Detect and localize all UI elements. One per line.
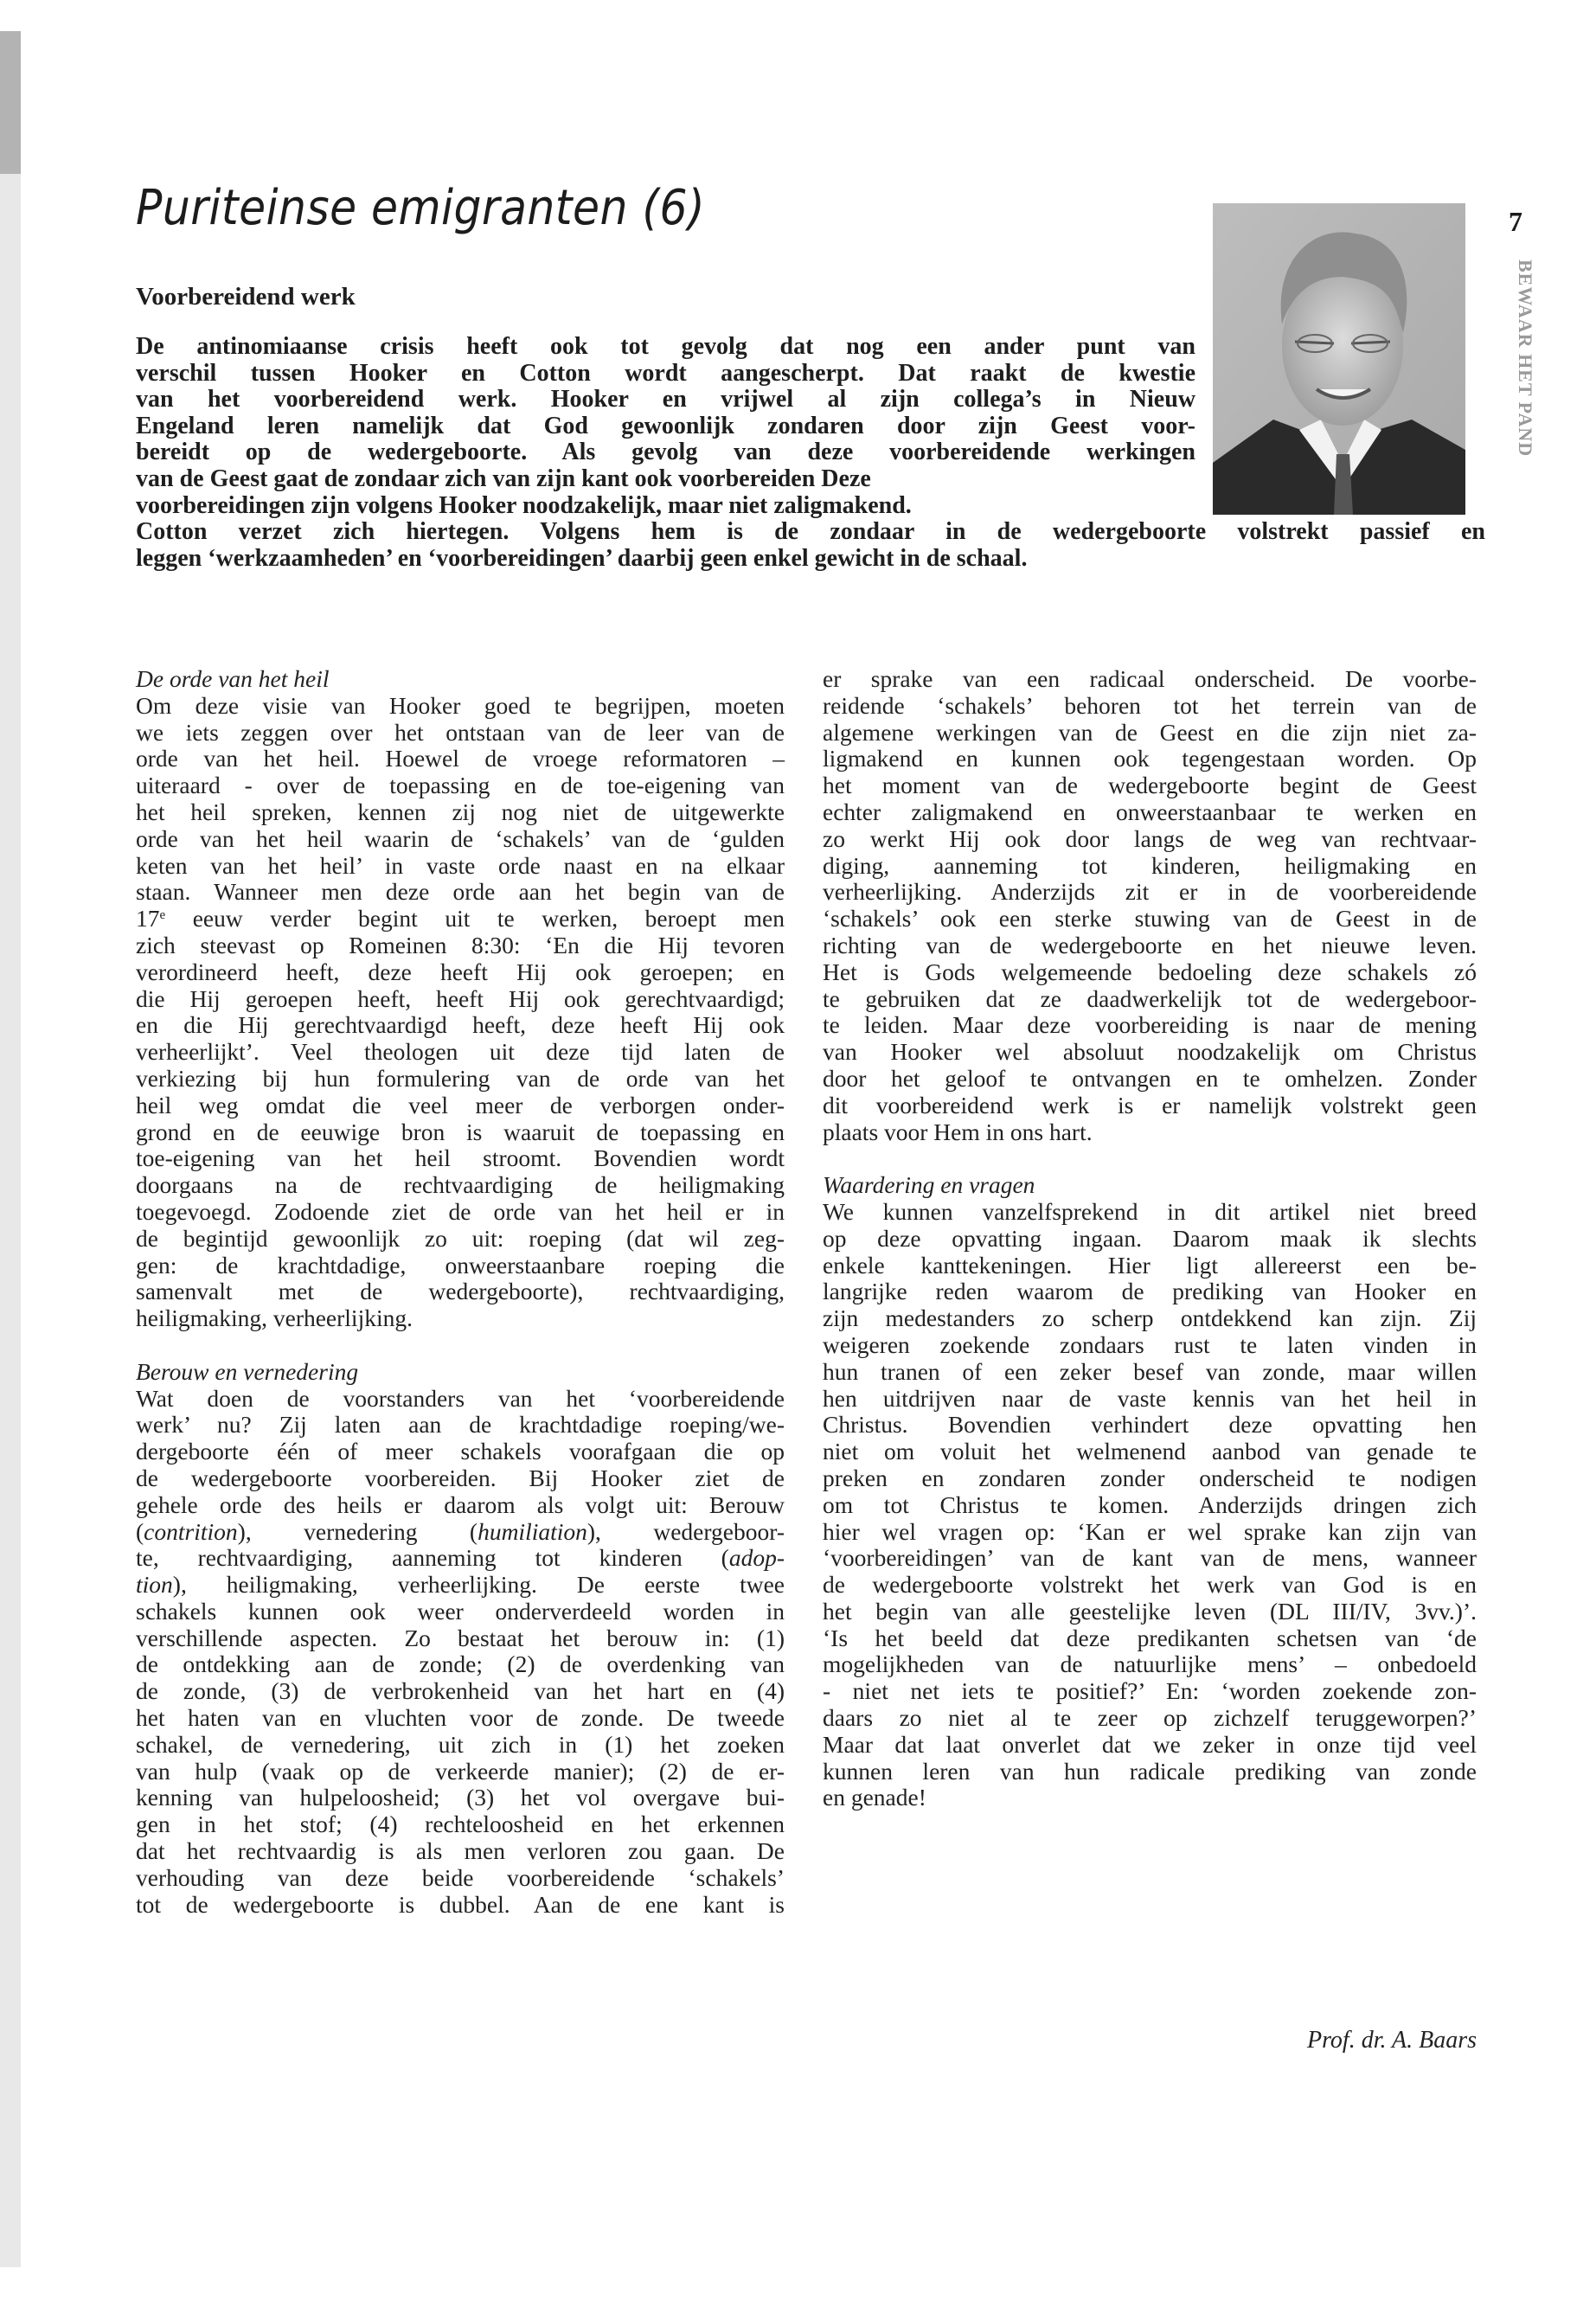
text-line: dat het rechtvaardig is als men verloren zou gaan. De <box>136 1837 785 1865</box>
text-line: echter zaligmakend en onweerstaanbaar te werken en <box>823 798 1477 825</box>
page-number: 7 <box>1509 206 1522 237</box>
text-line: plaats voor Hem in ons hart. <box>823 1118 1093 1145</box>
section-body-continued <box>823 666 1477 1145</box>
text-line: We kunnen vanzelfsprekend in dit artikel niet breed <box>823 1197 1477 1225</box>
intro-line: leggen ‘werkzaamheden’ en ‘voorbereidingen’ daarbij geen enkel gewicht in de schaal. <box>136 544 1028 572</box>
left-column <box>136 666 785 1918</box>
text-line: om tot Christus te komen. Anderzijds dringen zich <box>823 1490 1477 1518</box>
text-line: ‘voorbereidingen’ van de kant van de mens, wanneer <box>823 1544 1477 1572</box>
section-body-waardering <box>823 1199 1477 1811</box>
author-photo <box>1213 203 1465 515</box>
text-line: zich steevast op Romeinen 8:30: ‘En die Hij tevoren <box>136 931 785 958</box>
text-line: orde van het heil waarin de ‘schakels’ van de ‘gulden <box>136 824 785 852</box>
text-line: gehele orde des heils er daarom als volgt uit: Berouw <box>136 1490 785 1518</box>
text-line: orde van het heil. Hoewel de vroege reformatoren – <box>136 745 785 772</box>
text-line: mogelijkheden van de natuurlijke mens’ – onbedoeld <box>823 1650 1477 1678</box>
text-line: toegevoegd. Zodoende ziet de orde van het heil er in <box>136 1197 785 1225</box>
intro-line: van het voorbereidend werk. Hooker en vrijwel al zijn collega’s in Nieuw <box>136 386 1195 413</box>
text-line: verschillende aspecten. Zo bestaat het berouw in: (1) <box>136 1624 785 1651</box>
text-line: gen: de krachtdadige, onweerstaanbare roeping die <box>136 1251 785 1279</box>
text-line: de ontdekking aan de zonde; (2) de overdenking van <box>136 1650 785 1678</box>
text-line: hen uitdrijven naar de vaste kennis van het heil in <box>823 1384 1477 1412</box>
text-line: het begin van alle geestelijke leven (DL III/IV, 3vv.)’. <box>823 1597 1477 1625</box>
text-line: kenning van hulpeloosheid; (3) het vol overgave bui- <box>136 1784 785 1811</box>
text-line: te gebruiken dat ze daadwerkelijk tot de wedergeboor- <box>823 984 1477 1012</box>
text-line: verhouding van deze beide voorbereidende ‘schakels’ <box>136 1863 785 1891</box>
author-signature: Prof. dr. A. Baars <box>1306 2027 1477 2054</box>
text-line: te leiden. Maar deze voorbereiding is naar de mening <box>823 1011 1477 1039</box>
text-line: we iets zeggen over het ontstaan van de leer van de <box>136 718 785 746</box>
page-edge-strip <box>0 174 21 2267</box>
text-line: ligmakend en kunnen ook tegengestaan worden. Op <box>823 745 1477 772</box>
text-line: langrijke reden waarom de prediking van Hooker en <box>823 1278 1477 1305</box>
text-line: de begintijd gewoonlijk zo uit: roeping (dat wil zeg- <box>136 1224 785 1252</box>
text-line: (contrition), vernedering (humiliation), wedergeboor- <box>136 1517 785 1545</box>
page-edge-tab <box>0 31 21 174</box>
text-line: grond en de eeuwige bron is waaruit de toepassing en <box>136 1118 785 1145</box>
text-line: tion), heiligmaking, verheerlijking. De eerste twee <box>136 1571 785 1599</box>
text-line: het heil spreken, kennen zij nog niet de uitgewerkte <box>136 798 785 825</box>
text-line: de zonde, (3) de verbrokenheid van het hart en (4) <box>136 1677 785 1705</box>
text-line: keten van het heil’ in vaste orde naast en na elkaar <box>136 851 785 879</box>
intro-line: verschil tussen Hooker en Cotton wordt aangescherpt. Dat raakt de kwestie <box>136 359 1195 387</box>
text-line: doorgaans na de rechtvaardiging de heiligmaking <box>136 1171 785 1199</box>
intro-line: Engeland leren namelijk dat God gewoonlijk zondaren door zijn Geest voor- <box>136 412 1195 439</box>
text-line: Het is Gods welgemeende bedoeling deze schakels zó <box>823 958 1477 985</box>
text-line: van hulp (vaak op de verkeerde manier); (2) de er- <box>136 1757 785 1785</box>
text-line: op deze opvatting ingaan. Daarom maak ik slechts <box>823 1224 1477 1252</box>
text-line: staan. Wanneer men deze orde aan het begin van de <box>136 878 785 906</box>
text-line: heiligmaking, verheerlijking. <box>136 1304 413 1332</box>
text-line: hier wel vragen op: ‘Kan er wel sprake kan zijn van <box>823 1517 1477 1545</box>
text-line: zijn medestanders zo scherp ontdekkend kan zijn. Zij <box>823 1304 1477 1332</box>
text-line: ‘Is het beeld dat deze predikanten schetsen van ‘de <box>823 1624 1477 1651</box>
section-body-orde <box>136 693 785 906</box>
text-line: Om deze visie van Hooker goed te begrijpen, moeten <box>136 691 785 719</box>
text-line: zo werkt Hij ook door langs de weg van rechtvaar- <box>823 824 1477 852</box>
text-line: schakels kunnen ook weer onderverdeeld worden in <box>136 1597 785 1625</box>
section-body-orde-cont <box>136 933 785 1332</box>
text-line: weigeren zoekende zondaars rust te laten vinden in <box>823 1330 1477 1358</box>
text-line: reidende ‘schakels’ behoren tot het terrein van de <box>823 691 1477 719</box>
text-line: door het geloof te ontvangen en te omhelzen. Zonder <box>823 1064 1477 1092</box>
text-line: algemene werkingen van de Geest en die zijn niet za- <box>823 718 1477 746</box>
right-column <box>823 666 1477 1811</box>
text-line: van Hooker wel absoluut noodzakelijk om Christus <box>823 1038 1477 1066</box>
text-line: dergeboorte één of meer schakels voorafgaan die op <box>136 1438 785 1465</box>
text-line: Maar dat laat onverlet dat we zeker in onze tijd veel <box>823 1730 1477 1758</box>
text-line: er sprake van een radicaal onderscheid. De voorbe- <box>823 665 1477 692</box>
intro-line: voorbereidingen zijn volgens Hooker noodzakelijk, maar niet zaligmakend. <box>136 491 912 519</box>
text-line: uiteraard - over de toepassing en de toe-eigening van <box>136 772 785 799</box>
text-line: Wat doen de voorstanders van het ‘voorbereidende <box>136 1384 785 1412</box>
text-line: het haten van en vluchten voor de zonde. De tweede <box>136 1704 785 1732</box>
text-line: verordineerd heeft, deze heeft Hij ook geroepen; en <box>136 958 785 985</box>
section-heading-waardering: Waardering en vragen <box>823 1171 1035 1199</box>
text-line: Christus. Bovendien verhindert deze opvatting hen <box>823 1411 1477 1439</box>
section-heading-orde: De orde van het heil <box>136 665 330 692</box>
text-line: de wedergeboorte voorbereiden. Bij Hooker ziet de <box>136 1464 785 1491</box>
text-line: en die Hij gerechtvaardigd heeft, deze heeft Hij ook <box>136 1011 785 1039</box>
text-line: verheerlijking. Anderzijds zit er in de voorbereidende <box>823 878 1477 906</box>
intro-line: De antinomiaanse crisis heeft ook tot gevolg dat nog een ander punt van <box>136 333 1195 360</box>
text-line: toe-eigening van het heil stroomt. Bovendien wordt <box>136 1144 785 1172</box>
text-line: samenvalt met de wedergeboorte), rechtvaardiging, <box>136 1278 785 1305</box>
section-heading-berouw: Berouw en vernedering <box>136 1357 359 1385</box>
text-line: ‘schakels’ ook een sterke stuwing van de Geest in de <box>823 905 1477 933</box>
article-title: Puriteinse emigranten (6) <box>136 180 706 236</box>
text-line: te, rechtvaardiging, aanneming tot kinderen (adop- <box>136 1544 785 1572</box>
text-line: werk’ nu? Zij laten aan de krachtdadige roeping/we- <box>136 1411 785 1439</box>
text-line: gen in het stof; (4) rechteloosheid en het erkennen <box>136 1811 785 1838</box>
intro-line: bereidt op de wedergeboorte. Als gevolg van deze voorbereidende werkingen <box>136 439 1195 466</box>
text-line: en genade! <box>823 1784 926 1811</box>
text-line: diging, aanneming tot kinderen, heiligmaking en <box>823 851 1477 879</box>
text-line: het moment van de wedergeboorte begint de Geest <box>823 772 1477 799</box>
text-line: - niet net iets te positief?’ En: ‘worden zoekende zon- <box>823 1677 1477 1705</box>
text-line: niet om voluit het welmenend aanbod van genade te <box>823 1438 1477 1465</box>
text-line: verheerlijkt’. Veel theologen uit deze tijd laten de <box>136 1038 785 1066</box>
article-subheading: Voorbereidend werk <box>136 283 356 311</box>
intro-line: Cotton verzet zich hiertegen. Volgens hem is de zondaar in de wedergeboorte volstrekt passief en <box>136 518 1485 546</box>
text-line: richting van de wedergeboorte en het nieuwe leven. <box>823 931 1477 958</box>
text-line: hun tranen of een zeker besef van zonde, maar willen <box>823 1357 1477 1385</box>
section-body-berouw <box>136 1386 785 1519</box>
text-line: die Hij geroepen heeft, heeft Hij ook gerechtvaardigd; <box>136 984 785 1012</box>
text-line: enkele kanttekeningen. Hier ligt allereerst een be- <box>823 1251 1477 1279</box>
text-line: 17e eeuw verder begint uit te werken, beroept men <box>136 905 785 933</box>
text-line: dit voorbereidend werk is er namelijk volstrekt geen <box>823 1091 1477 1118</box>
running-head: BEWAAR HET PAND <box>1515 260 1536 458</box>
text-line: schakel, de vernedering, uit zich in (1) het zoeken <box>136 1730 785 1758</box>
text-line: daars zo niet al te zeer op zichzelf teruggeworpen?’ <box>823 1704 1477 1732</box>
portrait-image <box>1213 203 1465 515</box>
intro-line: van de Geest gaat de zondaar zich van zijn kant ook voorbereiden Deze <box>136 465 871 492</box>
text-line: kunnen leren van hun radicale prediking van zonde <box>823 1757 1477 1785</box>
text-line: de wedergeboorte volstrekt het werk van God is en <box>823 1571 1477 1599</box>
text-line: heil weg omdat die veel meer de verborgen onder- <box>136 1091 785 1118</box>
text-line: tot de wedergeboorte is dubbel. Aan de ene kant is <box>136 1890 785 1918</box>
text-line: preken en zondaren zonder onderscheid te nodigen <box>823 1464 1477 1491</box>
section-body-berouw-cont <box>136 1599 785 1919</box>
text-line: verkiezing bij hun formulering van de orde van het <box>136 1064 785 1092</box>
